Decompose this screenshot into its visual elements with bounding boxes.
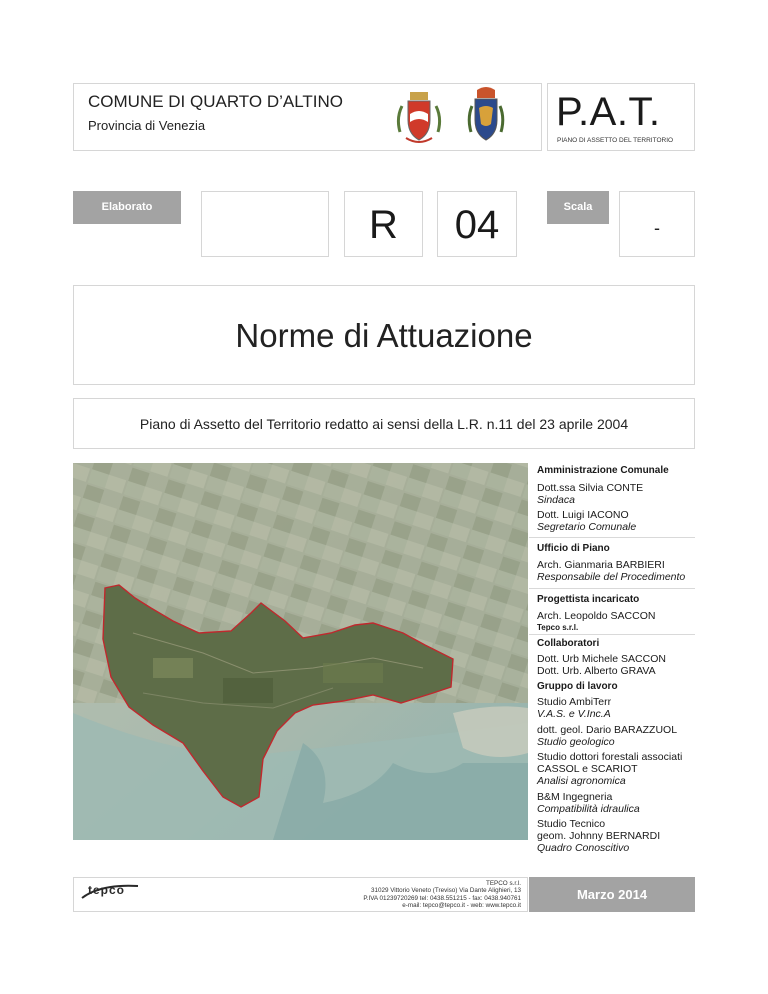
provincia-label: Provincia di Venezia xyxy=(88,118,206,133)
segretario-role: Segretario Comunale xyxy=(537,521,637,533)
gruppo-5b: geom. Johnny BERNARDI xyxy=(537,830,661,842)
collaboratore-1: Dott. Urb Michele SACCON xyxy=(537,653,666,665)
ufficio-name: Arch. Gianmaria BARBIERI xyxy=(537,559,665,571)
scala-value-box xyxy=(619,191,695,257)
pat-subtitle: PIANO DI ASSETTO DEL TERRITORIO xyxy=(557,137,674,144)
gruppo-2: dott. geol. Dario BARAZZUOL xyxy=(537,724,678,736)
ufficio-heading: Ufficio di Piano xyxy=(537,543,610,554)
title-box xyxy=(73,285,695,385)
document-subtitle: Piano di Assetto del Territorio redatto ai sensi della L.R. n.11 del 23 aprile 2004 xyxy=(139,416,629,432)
elaborato-label: Elaborato xyxy=(73,191,181,224)
segretario-name: Dott. Luigi IACONO xyxy=(537,509,629,521)
footer-company: TEPCO s.r.l. xyxy=(486,880,521,887)
gruppo-5-role: Quadro Conoscitivo xyxy=(537,842,630,854)
elaborato-empty-box xyxy=(201,191,329,257)
header-box xyxy=(73,83,542,151)
collaboratori-heading: Collaboratori xyxy=(537,638,600,649)
elaborato-letter-box xyxy=(344,191,423,257)
progettista-heading: Progettista incaricato xyxy=(537,594,640,605)
footer-address-block xyxy=(363,880,521,910)
sindaca-name: Dott.ssa Silvia CONTE xyxy=(537,482,644,494)
divider xyxy=(529,537,695,538)
tepco-logo-text: tepco xyxy=(88,883,126,897)
collaboratore-2: Dott. Urb. Alberto GRAVA xyxy=(537,665,656,677)
gruppo-3-role: Analisi agronomica xyxy=(537,775,626,787)
comune-coat-of-arms-icon xyxy=(396,88,442,146)
gruppo-5a: Studio Tecnico xyxy=(537,818,606,830)
elaborato-number-box xyxy=(437,191,517,257)
comune-title: COMUNE DI QUARTO D’ALTINO xyxy=(88,92,344,111)
aerial-map-image xyxy=(73,463,528,840)
sindaca-role: Sindaca xyxy=(537,494,575,506)
divider xyxy=(529,634,695,635)
elaborato-number: 04 xyxy=(454,203,500,247)
tepco-logo xyxy=(80,882,140,902)
date-badge: Marzo 2014 xyxy=(529,877,695,912)
divider xyxy=(529,588,695,589)
gruppo-4: B&M Ingegneria xyxy=(537,791,613,803)
provincia-coat-of-arms-icon xyxy=(467,86,505,146)
footer-box xyxy=(73,877,528,912)
progettista-company: Tepco s.r.l. xyxy=(537,623,579,632)
pat-title: P.A.T. xyxy=(556,90,661,134)
gruppo-1-role: V.A.S. e V.Inc.A xyxy=(537,708,611,720)
gruppo-1: Studio AmbiTerr xyxy=(537,696,612,708)
pat-box xyxy=(547,83,695,151)
footer-address: 31029 Vittorio Veneto (Treviso) Via Dante Alighieri, 13 xyxy=(370,887,521,895)
amministrazione-heading: Amministrazione Comunale xyxy=(537,465,669,476)
footer-piva: P.IVA 01239720269 tel: 0438.551215 - fax: 0438.940761 xyxy=(363,894,521,902)
gruppo-2-role: Studio geologico xyxy=(537,736,615,748)
footer-email: e-mail: tepco@tepco.it - web: www.tepco.it xyxy=(402,902,521,910)
gruppo-3a: Studio dottori forestali associati xyxy=(537,751,683,763)
document-title: Norme di Attuazione xyxy=(235,317,533,354)
gruppo-3b: CASSOL e SCARIOT xyxy=(537,763,638,775)
elaborato-letter: R xyxy=(369,203,398,247)
ufficio-role: Responsabile del Procedimento xyxy=(537,571,686,583)
scala-value: - xyxy=(654,218,660,238)
gruppo-4-role: Compatibilità idraulica xyxy=(537,803,640,815)
scala-label: Scala xyxy=(547,191,609,224)
subtitle-box xyxy=(73,398,695,449)
progettista-name: Arch. Leopoldo SACCON xyxy=(537,610,656,622)
gruppo-heading: Gruppo di lavoro xyxy=(537,681,618,692)
